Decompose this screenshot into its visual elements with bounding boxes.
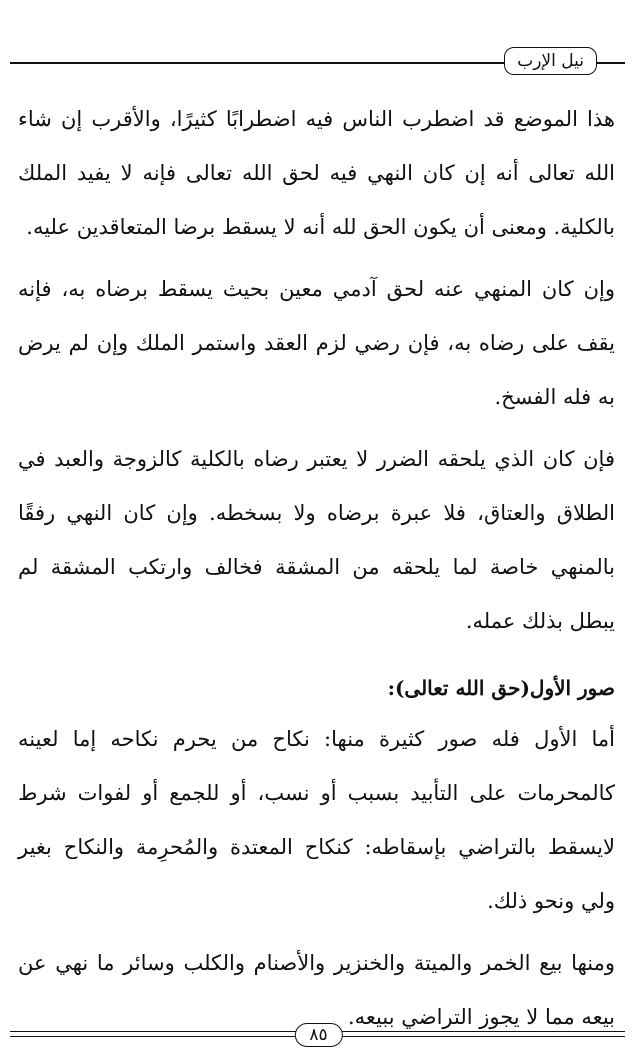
paragraph-2: وإن كان المنهي عنه لحق آدمي معين بحيث يسقط برضاه به، فإنه يقف على رضاه به، فإن رضي لزم العقد واستمر الملك وإن لم يرض به فله الفسخ.	[18, 277, 615, 409]
paragraph-1: هذا الموضع قد اضطرب الناس فيه اضطرابًا كثيرًا، والأقرب إن شاء الله تعالى أنه إن كان النهي فيه لحق الله تعالى فإنه لا يفيد الملك بالكلية. ومعنى أن يكون الحق لله أنه لا يسقط برضا المتعاقدين عليه.	[18, 107, 615, 239]
section-heading: صور الأول(حق الله تعالى):	[387, 676, 615, 700]
paragraph-5: ومنها بيع الخمر والميتة والخنزير والأصنام والكلب وسائر ما نهي عن بيعه مما لا يجوز التراضي ببيعه.	[18, 951, 615, 1029]
running-header: نيل الإرب	[504, 47, 597, 75]
paragraph-3: فإن كان الذي يلحقه الضرر لا يعتبر رضاه بالكلية كالزوجة والعبد في الطلاق والعتاق، فلا عبرة برضاه ولا بسخطه. وإن كان النهي رفقًا بالمنهي خاصة لما يلحقه من المشقة فخالف وارتكب المشقة لم يبطل بذلك عمله.	[18, 447, 615, 633]
page-body	[18, 92, 615, 1044]
page-number: ٨٥	[294, 1023, 342, 1047]
paragraph-4: أما الأول فله صور كثيرة منها: نكاح من يحرم نكاحه إما لعينه كالمحرمات على التأبيد بسبب أو نسب، أو للجمع أو لفوات شرط لايسقط بالتراضي بإسقاطه: كنكاح المعتدة والمُحرِمة والنكاح بغير ولي ونحو ذلك.	[18, 727, 615, 913]
